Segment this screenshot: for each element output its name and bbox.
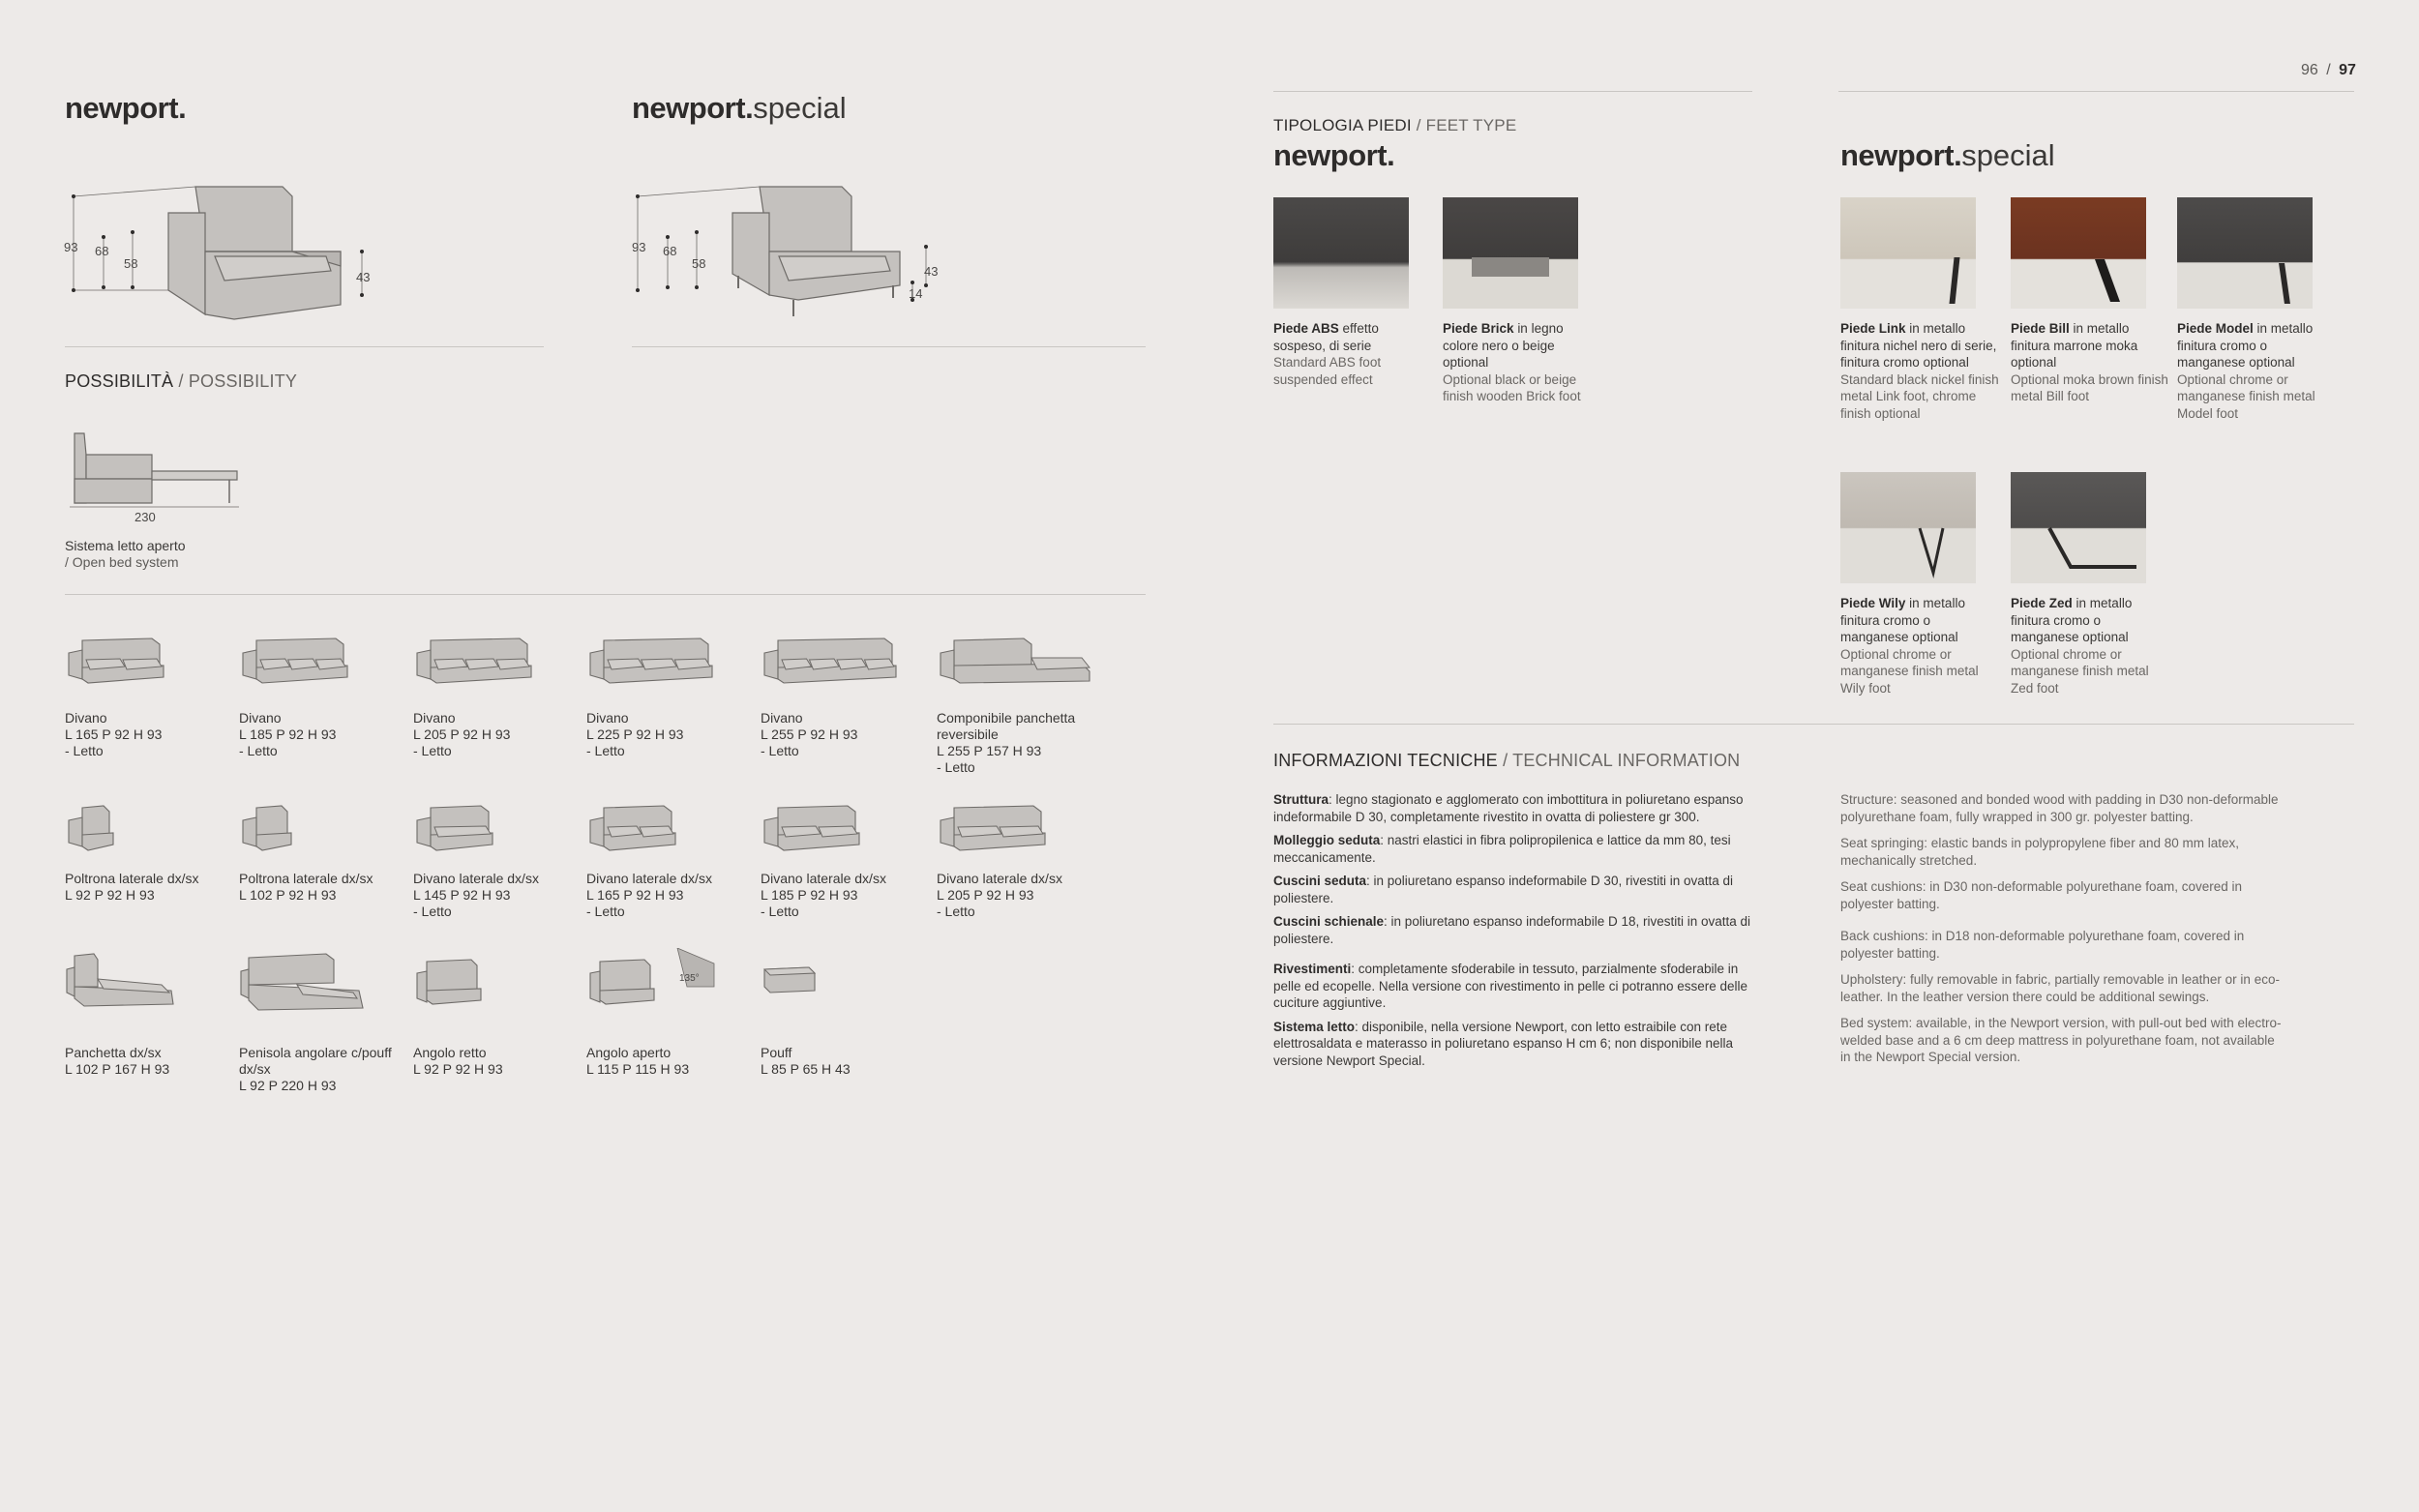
possibility-title-en: / POSSIBILITY	[178, 371, 298, 391]
module-caption	[65, 1045, 224, 1078]
module-caption	[65, 871, 224, 904]
module-drawing	[413, 948, 578, 1021]
foot-brick-it: in legno colore nero o beige optional	[1443, 321, 1564, 370]
armchair-drawing-newport-special	[624, 160, 953, 339]
module-dims: L 205 P 92 H 93	[413, 726, 511, 742]
feet-title	[1273, 116, 1516, 135]
foot-zed-photo	[2011, 472, 2146, 583]
foot-link-it: in metallo finitura nichel nero di serie, finitura cromo optional	[1840, 321, 1997, 370]
module-item	[586, 629, 751, 701]
module-caption	[239, 1045, 399, 1094]
module-caption	[761, 871, 920, 920]
module-caption	[239, 710, 399, 759]
foot-brick-name: Piede Brick	[1443, 321, 1514, 336]
module-caption	[586, 710, 746, 759]
module-name: Divano laterale dx/sx	[413, 871, 539, 886]
bed-system-caption	[65, 538, 258, 571]
feet-title-en: / FEET TYPE	[1416, 116, 1517, 134]
svg-text:135°: 135°	[679, 973, 700, 984]
technical-label: Struttura	[1273, 792, 1329, 807]
armchair-drawing-newport	[60, 160, 389, 339]
bed-system-caption-it: Sistema letto aperto	[65, 538, 186, 553]
module-drawing	[239, 948, 403, 1021]
foot-brick	[1443, 197, 1602, 405]
module-dims: L 185 P 92 H 93	[239, 726, 337, 742]
foot-bill-name: Piede Bill	[2011, 321, 2070, 336]
brand-newport-right	[1273, 138, 1394, 173]
module-name: Divano laterale dx/sx	[586, 871, 712, 886]
foot-link	[1840, 197, 2000, 422]
foot-link-photo	[1840, 197, 1976, 309]
foot-zed-name: Piede Zed	[2011, 596, 2073, 610]
module-extra: - Letto	[761, 904, 799, 919]
dim-14-special: 14	[909, 286, 923, 301]
brand-newport-special-right	[1840, 138, 2055, 173]
foot-zed-en: Optional chrome or manganese finish metal Zed foot	[2011, 646, 2149, 696]
technical-paragraph-en: Seat springing: elastic bands in polypropylene fiber and 80 mm latex, mechanically stretched.	[1840, 836, 2239, 868]
technical-label: Molleggio seduta	[1273, 833, 1381, 847]
foot-bill-photo	[2011, 197, 2146, 309]
foot-wily	[1840, 472, 2000, 697]
module-dims: L 165 P 92 H 93	[65, 726, 163, 742]
foot-brick-photo	[1443, 197, 1578, 309]
module-dims: L 92 P 92 H 93	[413, 1061, 503, 1077]
module-drawing	[761, 629, 925, 701]
technical-paragraph-en: Back cushions: in D18 non-deformable polyurethane foam, covered in polyester batting.	[1840, 929, 2245, 961]
module-extra: - Letto	[937, 759, 975, 775]
module-item	[761, 796, 925, 869]
module-dims: L 115 P 115 H 93	[586, 1061, 690, 1077]
module-caption	[239, 871, 399, 904]
module-name: Angolo retto	[413, 1045, 487, 1060]
module-caption	[413, 871, 573, 920]
foot-abs-photo	[1273, 197, 1409, 309]
module-extra: - Letto	[937, 904, 975, 919]
module-dims: L 255 P 92 H 93	[761, 726, 858, 742]
module-drawing	[65, 629, 229, 701]
module-item	[413, 629, 578, 701]
foot-zed-it: in metallo finitura cromo o manganese optional	[2011, 596, 2133, 644]
module-dims: L 225 P 92 H 93	[586, 726, 684, 742]
technical-paragraph-en: Structure: seasoned and bonded wood with padding in D30 non-deformable polyurethane foam, fully wrapped in 300 gr. polyester batting.	[1840, 792, 2279, 824]
module-extra: - Letto	[239, 743, 278, 758]
technical-title	[1273, 751, 1740, 771]
brand-dot: .	[745, 91, 754, 125]
module-caption	[413, 1045, 573, 1078]
dim-58-special: 58	[692, 256, 706, 271]
module-item	[586, 796, 751, 869]
module-name: Divano laterale dx/sx	[761, 871, 886, 886]
dim-68: 68	[95, 244, 109, 258]
module-item	[65, 948, 229, 1021]
brand-name: newport	[1840, 138, 1955, 172]
module-name: Penisola angolare c/pouff dx/sx	[239, 1045, 392, 1077]
foot-abs-name: Piede ABS	[1273, 321, 1339, 336]
foot-bill-it: in metallo finitura marrone moka optional	[2011, 321, 2138, 370]
module-drawing	[586, 796, 751, 869]
foot-model	[2177, 197, 2337, 422]
module-item	[413, 948, 578, 1021]
technical-title-it: INFORMAZIONI TECNICHE	[1273, 751, 1498, 770]
technical-label: Cuscini schienale	[1273, 914, 1385, 929]
brand-dot: .	[1387, 138, 1395, 172]
bed-system-drawing	[65, 426, 249, 527]
module-drawing	[937, 796, 1101, 869]
dim-43-special: 43	[924, 264, 939, 279]
module-dims: L 185 P 92 H 93	[761, 887, 858, 903]
dim-58: 58	[124, 256, 138, 271]
module-name: Divano	[65, 710, 107, 726]
module-name: Angolo aperto	[586, 1045, 672, 1060]
foot-link-name: Piede Link	[1840, 321, 1906, 336]
module-caption	[937, 871, 1096, 920]
module-drawing	[65, 948, 229, 1021]
module-caption	[586, 871, 746, 920]
module-item	[937, 629, 1101, 701]
module-item	[239, 629, 403, 701]
foot-brick-en: Optional black or beige finish wooden Brick foot	[1443, 371, 1581, 403]
brand-name: newport	[1273, 138, 1388, 172]
brand-special: special	[1961, 138, 2055, 172]
module-name: Pouff	[761, 1045, 792, 1060]
module-dims: L 145 P 92 H 93	[413, 887, 511, 903]
module-item	[239, 948, 403, 1021]
dim-230: 230	[134, 510, 156, 522]
technical-text: : disponibile, nella versione Newport, con letto estraibile con rete elettrosaldata e materasso in poliuretano espanso H cm 6; non disponibile nella versione Newport Special.	[1273, 1019, 1734, 1068]
technical-title-en: / TECHNICAL INFORMATION	[1503, 751, 1741, 770]
divider-right-mid	[1273, 724, 2354, 725]
technical-paragraph-en: Upholstery: fully removable in fabric, partially removable in leather or in eco-leather. In the leather version there could be additional sewings.	[1840, 972, 2280, 1004]
technical-paragraph-en: Seat cushions: in D30 non-deformable polyurethane foam, covered in polyester batting.	[1840, 879, 2242, 911]
foot-wily-en: Optional chrome or manganese finish metal Wily foot	[1840, 646, 1979, 696]
module-dims: L 92 P 92 H 93	[65, 887, 155, 903]
technical-text: : legno stagionato e agglomerato con imbottitura in poliuretano espanso indeformabile D 30, completamente rivestito in ovatta di poliestere gr 300.	[1273, 792, 1744, 824]
foot-abs-en: Standard ABS foot suspended effect	[1273, 355, 1382, 387]
technical-label: Sistema letto	[1273, 1019, 1356, 1034]
module-item	[761, 948, 925, 1021]
technical-text: : in poliuretano espanso indeformabile D 18, rivestiti in ovatta di poliestere.	[1273, 914, 1751, 946]
foot-model-photo	[2177, 197, 2313, 309]
divider-left-2	[632, 346, 1146, 347]
foot-wily-it: in metallo finitura cromo o manganese optional	[1840, 596, 1965, 644]
module-drawing	[761, 796, 925, 869]
foot-wily-name: Piede Wily	[1840, 596, 1906, 610]
technical-paragraph-it	[1273, 913, 1757, 947]
brand-name: newport	[65, 91, 179, 125]
module-drawing	[586, 948, 751, 1021]
page-number-left: 96	[2301, 62, 2318, 78]
dim-93: 93	[64, 240, 78, 254]
foot-model-name: Piede Model	[2177, 321, 2254, 336]
page-number-right: 97	[2339, 62, 2356, 78]
module-item	[937, 796, 1101, 869]
foot-model-en: Optional chrome or manganese finish metal Model foot	[2177, 371, 2315, 421]
brand-dot: .	[178, 91, 187, 125]
module-extra: - Letto	[761, 743, 799, 758]
module-item	[413, 796, 578, 869]
dim-93-special: 93	[632, 240, 646, 254]
foot-zed	[2011, 472, 2170, 697]
module-name: Panchetta dx/sx	[65, 1045, 162, 1060]
module-drawing	[65, 796, 229, 869]
technical-text: : completamente sfoderabile in tessuto, parzialmente sfoderabile in pelle ed ecopelle. Nella versione con rivestimento in pelle ci potranno essere delle cuciture aggiuntive.	[1273, 962, 1748, 1010]
divider-right-top-1	[1273, 91, 1752, 92]
brand-dot: .	[1954, 138, 1962, 172]
module-caption	[586, 1045, 746, 1078]
brand-newport-special-left	[632, 91, 847, 126]
divider-right-top-2	[1838, 91, 2354, 92]
technical-paragraph-it	[1273, 873, 1757, 906]
technical-label: Rivestimenti	[1273, 962, 1352, 976]
technical-paragraph-it	[1273, 791, 1757, 825]
module-name: Componibile panchetta reversibile	[937, 710, 1076, 742]
module-item	[239, 796, 403, 869]
module-name: Divano	[239, 710, 282, 726]
foot-wily-photo	[1840, 472, 1976, 583]
possibility-title	[65, 371, 297, 392]
module-drawing	[937, 629, 1101, 701]
module-drawing	[239, 629, 403, 701]
module-dims: L 205 P 92 H 93	[937, 887, 1034, 903]
module-item	[65, 796, 229, 869]
technical-info-it	[1273, 791, 1757, 1076]
technical-text: : nastri elastici in fibra polipropilenica e lattice da mm 80, tesi meccanicamente.	[1273, 833, 1731, 865]
technical-paragraph-it	[1273, 961, 1757, 1012]
module-extra: - Letto	[65, 743, 104, 758]
brand-newport-left	[65, 91, 186, 126]
feet-title-it: TIPOLOGIA PIEDI	[1273, 116, 1412, 134]
divider-left-1	[65, 346, 544, 347]
foot-model-it: in metallo finitura cromo o manganese optional	[2177, 321, 2314, 370]
module-extra: - Letto	[413, 743, 452, 758]
module-name: Poltrona laterale dx/sx	[239, 871, 373, 886]
brand-special: special	[753, 91, 847, 125]
module-name: Divano laterale dx/sx	[937, 871, 1062, 886]
technical-label: Cuscini seduta	[1273, 874, 1367, 888]
foot-abs	[1273, 197, 1433, 388]
module-dims: L 85 P 65 H 43	[761, 1061, 851, 1077]
page-number	[2301, 62, 2356, 79]
module-item	[586, 948, 751, 1021]
technical-paragraph-en: Bed system: available, in the Newport version, with pull-out bed with electro-welded base and a 6 cm deep mattress in polyurethane foam, not available in the Newport Special version.	[1840, 1016, 2282, 1064]
technical-paragraph-it	[1273, 832, 1757, 866]
module-dims: L 92 P 220 H 93	[239, 1078, 337, 1093]
module-extra: - Letto	[586, 743, 625, 758]
module-drawing	[239, 796, 403, 869]
module-name: Divano	[413, 710, 456, 726]
dim-68-special: 68	[663, 244, 677, 258]
technical-info-en	[1840, 791, 2285, 1076]
module-caption	[413, 710, 573, 759]
module-caption	[65, 710, 224, 759]
possibility-title-it: POSSIBILITÀ	[65, 371, 174, 391]
module-name: Divano	[761, 710, 803, 726]
module-item	[761, 629, 925, 701]
technical-text: : in poliuretano espanso indeformabile D 30, rivestiti in ovatta di poliestere.	[1273, 874, 1733, 905]
module-dims: L 102 P 167 H 93	[65, 1061, 170, 1077]
module-drawing	[586, 629, 751, 701]
divider-left-3	[65, 594, 1146, 595]
module-item	[65, 629, 229, 701]
module-name: Divano	[586, 710, 629, 726]
module-dims: L 255 P 157 H 93	[937, 743, 1042, 758]
module-drawing	[413, 796, 578, 869]
module-extra: - Letto	[413, 904, 452, 919]
module-name: Poltrona laterale dx/sx	[65, 871, 199, 886]
dim-43: 43	[356, 270, 371, 284]
module-caption	[761, 1045, 920, 1078]
foot-bill-en: Optional moka brown finish metal Bill foot	[2011, 371, 2168, 403]
bed-system-caption-en: / Open bed system	[65, 554, 179, 570]
module-caption	[937, 710, 1082, 776]
brand-name: newport	[632, 91, 746, 125]
foot-link-en: Standard black nickel finish metal Link foot, chrome finish optional	[1840, 371, 1999, 421]
page-number-sep: /	[2326, 62, 2331, 78]
module-drawing	[761, 948, 925, 1021]
foot-bill	[2011, 197, 2170, 405]
technical-paragraph-it	[1273, 1019, 1757, 1070]
module-dims: L 102 P 92 H 93	[239, 887, 337, 903]
module-dims: L 165 P 92 H 93	[586, 887, 684, 903]
module-caption	[761, 710, 920, 759]
module-extra: - Letto	[586, 904, 625, 919]
module-drawing	[413, 629, 578, 701]
foot-abs-it: effetto sospeso, di serie	[1273, 321, 1379, 353]
